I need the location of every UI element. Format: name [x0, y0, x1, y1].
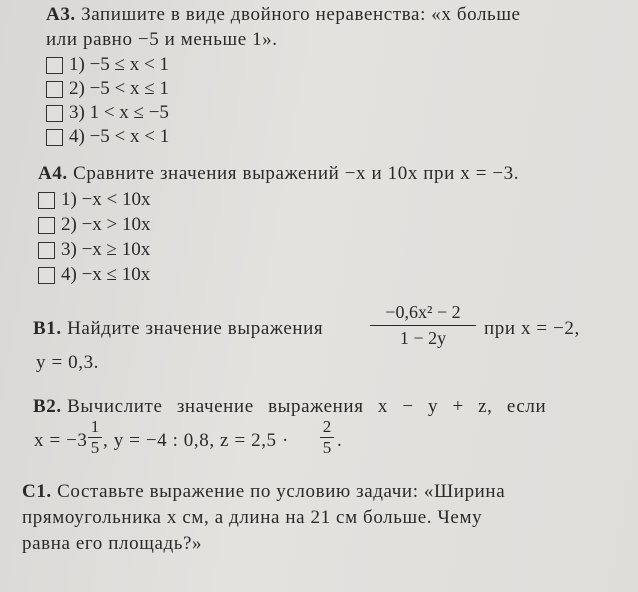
a4-option-4-checkbox[interactable] — [38, 267, 55, 284]
b2-x-fraction — [88, 418, 102, 457]
a3-question-line1 — [46, 4, 521, 26]
b2-x-frac-num: 1 — [90, 417, 100, 436]
b1-number: В1. — [33, 318, 62, 339]
b2-z-frac-den: 5 — [322, 438, 332, 457]
b2-x-prefix: x = −3 — [34, 430, 88, 451]
a3-option-4-label: 4) −5 < x < 1 — [69, 126, 170, 147]
c1-text-line1: Составьте выражение по условию задачи: «Ширина — [57, 481, 506, 502]
a4-option-3[interactable] — [38, 239, 150, 261]
c1-number: С1. — [22, 481, 52, 502]
b1-fraction — [370, 302, 476, 349]
b1-condition: при x = −2, — [484, 318, 580, 339]
a4-option-4[interactable] — [38, 264, 150, 286]
c1-question-line1 — [22, 481, 505, 503]
a3-option-2-label: 2) −5 < x ≤ 1 — [69, 78, 169, 99]
b1-denominator: 1 − 2y — [399, 328, 447, 348]
a4-option-4-label: 4) −x ≤ 10x — [61, 264, 151, 285]
a4-text-line1: Сравните значения выражений −x и 10x при x = −3. — [73, 163, 520, 184]
a3-option-4[interactable] — [46, 126, 169, 148]
a4-number: А4. — [38, 163, 68, 184]
b2-middle: , y = −4 : 0,8, z = 2,5 · — [103, 430, 289, 451]
a4-option-1-label: 1) −x < 10x — [61, 189, 151, 210]
a4-option-1-checkbox[interactable] — [38, 192, 55, 209]
a3-text-line1: Запишите в виде двойного неравенства: «x больше — [81, 4, 521, 25]
a3-option-1[interactable] — [46, 54, 169, 76]
b1-question-line1 — [33, 318, 323, 340]
a4-question-line1 — [38, 163, 519, 185]
a4-option-2-checkbox[interactable] — [38, 217, 55, 234]
c1-question-line2: прямоугольника x см, а длина на 21 см больше. Чему — [22, 507, 483, 528]
a3-option-3-checkbox[interactable] — [46, 105, 63, 122]
a4-option-2-label: 2) −x > 10x — [61, 214, 151, 235]
a3-option-4-checkbox[interactable] — [46, 129, 63, 146]
b2-end: . — [337, 430, 343, 451]
b2-question-line1 — [33, 396, 546, 418]
a3-option-1-checkbox[interactable] — [46, 57, 63, 74]
a3-option-3-label: 3) 1 < x ≤ −5 — [69, 102, 169, 123]
b1-fraction-bar — [370, 325, 476, 326]
a3-option-2[interactable] — [46, 78, 169, 100]
a4-option-1[interactable] — [38, 189, 151, 211]
a4-option-3-checkbox[interactable] — [38, 242, 55, 259]
b1-text: Найдите значение выражения — [67, 318, 324, 339]
b1-numerator: −0,6x² − 2 — [385, 302, 461, 322]
b2-z-frac-num: 2 — [322, 417, 332, 436]
a3-option-2-checkbox[interactable] — [46, 81, 63, 98]
a4-option-3-label: 3) −x ≥ 10x — [61, 239, 151, 260]
a3-number: А3. — [46, 4, 76, 25]
a4-option-2[interactable] — [38, 214, 151, 236]
b2-text-line1: Вычислите значение выражения x − y + z, если — [67, 396, 547, 417]
a3-option-3[interactable] — [46, 102, 169, 124]
a3-question-line2: или равно −5 и меньше 1». — [46, 29, 278, 50]
c1-question-line3: равна его площадь?» — [22, 533, 203, 554]
a3-option-1-label: 1) −5 ≤ x < 1 — [69, 54, 169, 75]
b2-number: В2. — [33, 396, 62, 417]
b2-x-frac-den: 5 — [90, 438, 100, 457]
b1-line2: y = 0,3. — [36, 352, 100, 373]
b2-z-fraction — [320, 418, 334, 457]
